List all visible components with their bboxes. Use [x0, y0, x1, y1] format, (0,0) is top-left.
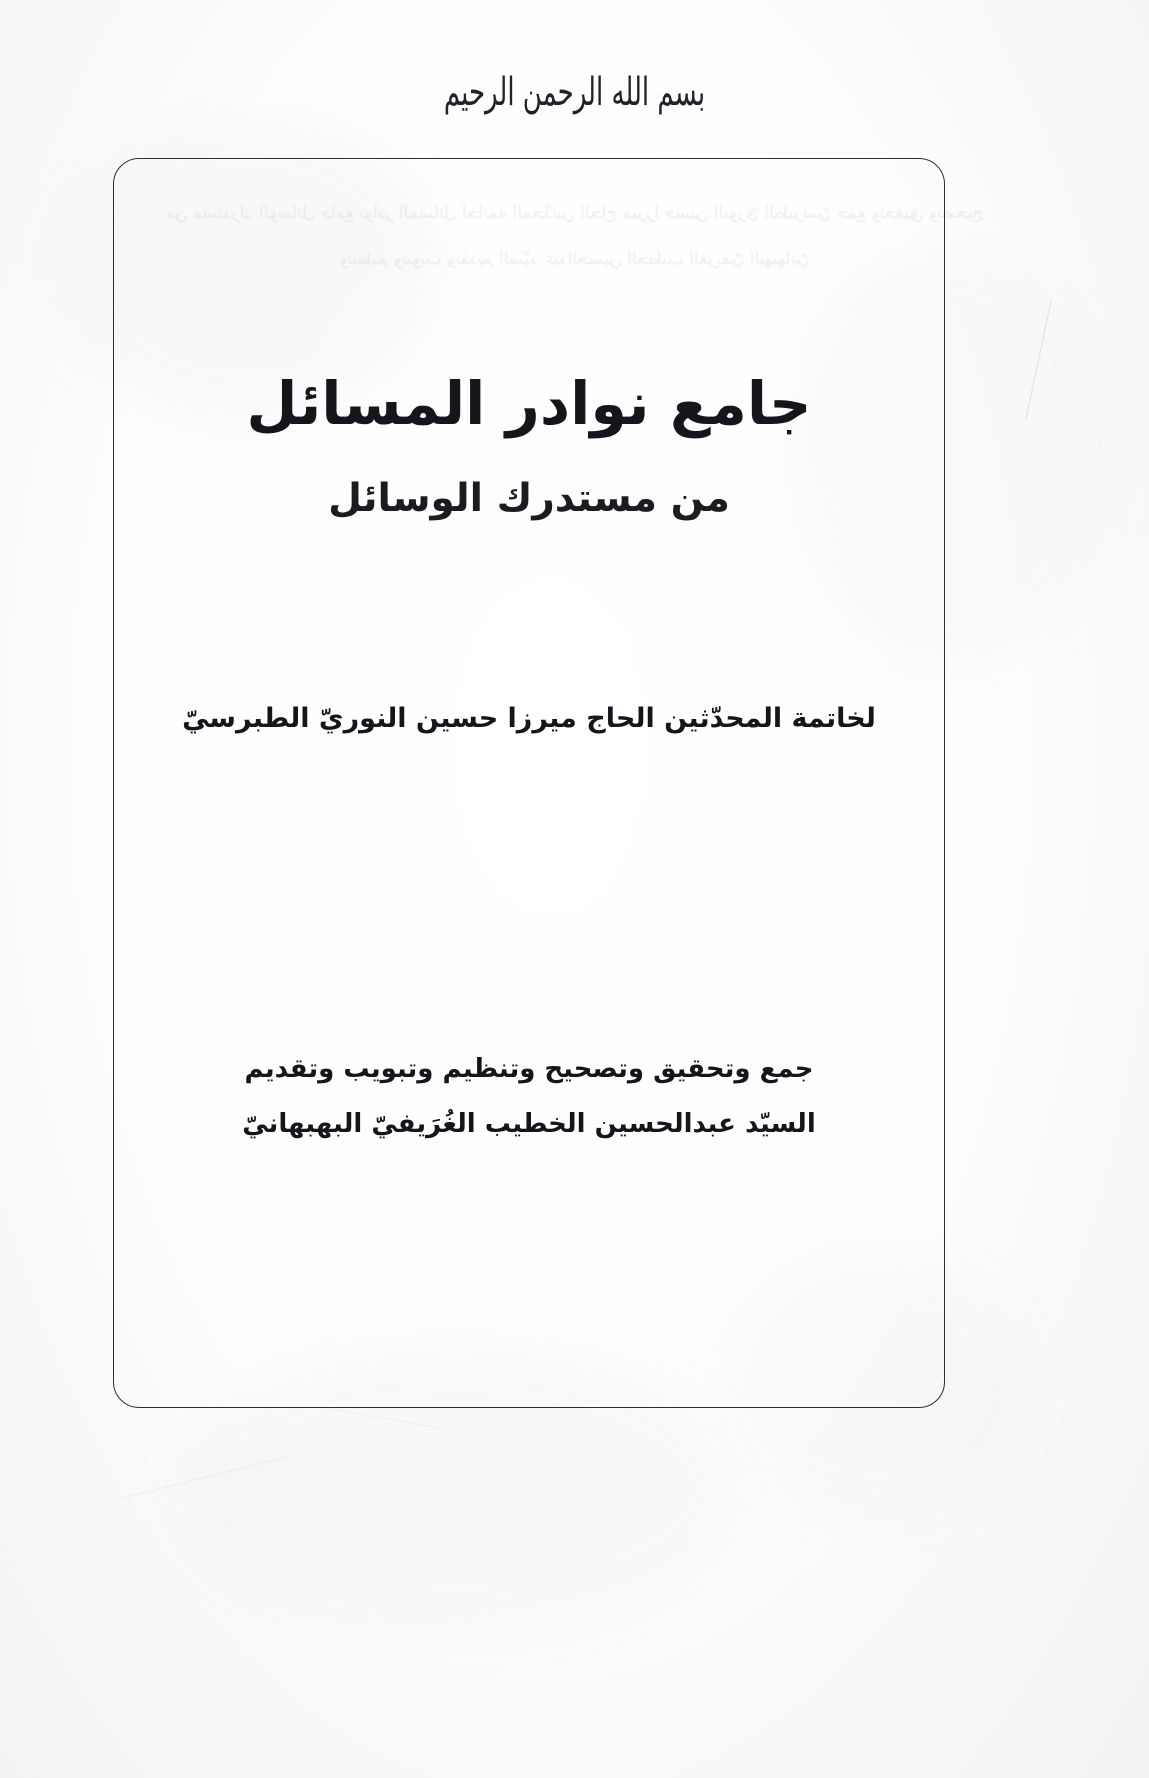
page-title: جامع نوادر المسائل: [246, 369, 812, 438]
editor-name: السيّد عبدالحسين الخطيب الغُرَيفيّ البهبهانيّ: [242, 1109, 816, 1139]
title-page-content: [114, 159, 944, 1407]
basmala-text: بسم الله الرحمن الرحيم: [443, 70, 706, 116]
author-attribution: لخاتمة المحدّثين الحاج ميرزا حسين النوريّ الطبرسيّ: [182, 703, 876, 734]
title-page-frame: [113, 158, 945, 1408]
bleed-through-text: من مستدرك الوسائل جامع نوادر المسائل لخاتمة المحدّثين الحاج ميرزا حسين النوريّ الطبرسيّ جمع وتحقيق وتصحيح وتنظيم وتبويب وتقديم السيّد عبدالحسين الخطيب الغريفيّ البهبهانيّ: [165, 203, 984, 269]
editor-role: جمع وتحقيق وتصحيح وتنظيم وتبويب وتقديم: [244, 1054, 814, 1084]
scan-scratch: [1026, 301, 1052, 419]
scan-scratch: [122, 1456, 287, 1498]
page-subtitle: من مستدرك الوسائل: [328, 476, 730, 521]
scan-scratch: [321, 1407, 439, 1429]
